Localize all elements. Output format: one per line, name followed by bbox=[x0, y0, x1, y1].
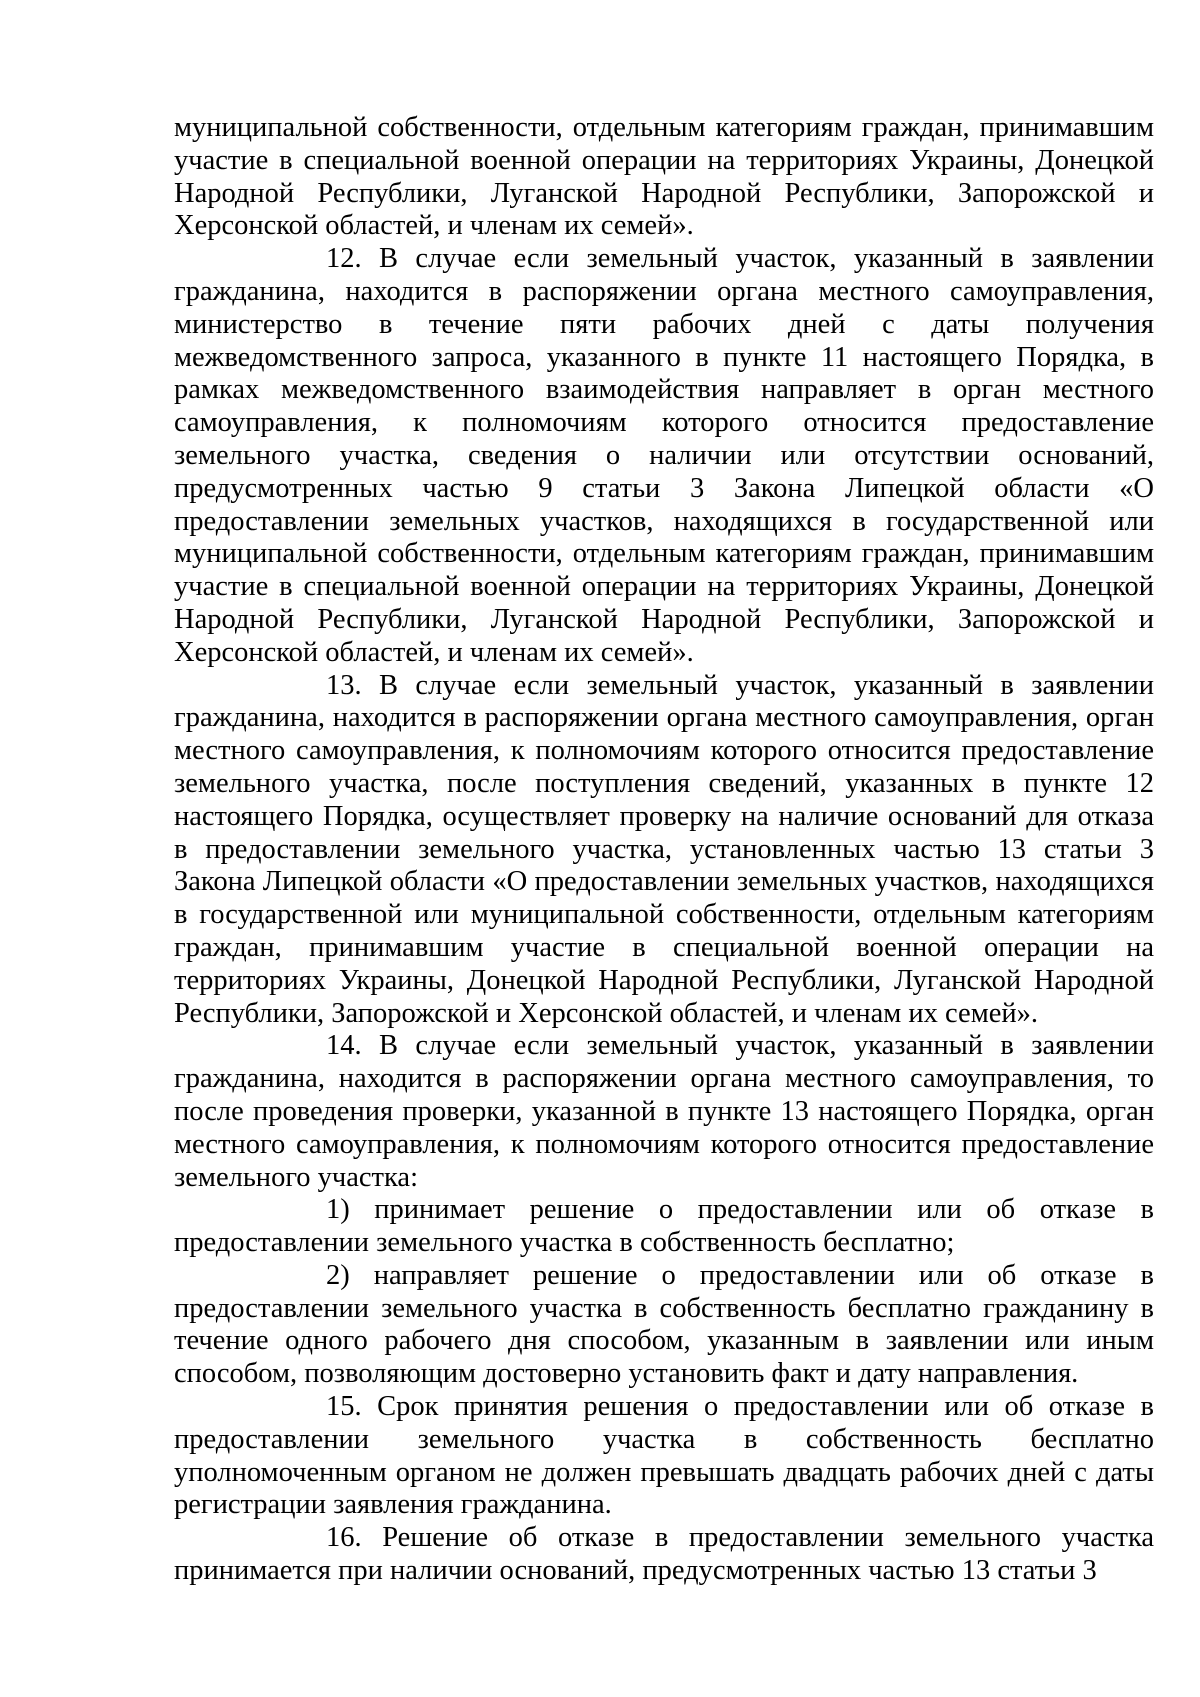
paragraph-number: 16. bbox=[326, 1522, 362, 1554]
paragraph-15 bbox=[174, 1391, 1154, 1522]
subitem-1 bbox=[174, 1194, 1154, 1260]
paragraph-16 bbox=[174, 1522, 1154, 1588]
paragraph-number: 12. bbox=[326, 243, 362, 275]
paragraph-number: 13. bbox=[326, 669, 362, 701]
paragraph-12 bbox=[174, 243, 1154, 669]
paragraph-13 bbox=[174, 670, 1154, 1031]
paragraph-text: Срок принятия решения о предоставлении или об отказе в предоставлении земельного участка в собственность бесплатно уполномоченным органом не должен превышать двадцать рабочих дней с даты регистрации заявления гражданина. bbox=[174, 1391, 1154, 1521]
subitem-number: 1) bbox=[326, 1194, 350, 1226]
subitem-2 bbox=[174, 1260, 1154, 1391]
subitem-number: 2) bbox=[326, 1259, 350, 1291]
paragraph-14 bbox=[174, 1030, 1154, 1194]
paragraph-text: В случае если земельный участок, указанный в заявлении гражданина, находится в распоряжении органа местного самоуправления, орган местного самоуправления, к полномочиям которого относится предоставление земельного участка, после поступления сведений, указанных в пункте 12 настоящего Порядка, осуществляет проверку на наличие оснований для отказа в предоставлении земельного участка, установленных частью 13 статьи 3 Закона Липецкой области «О предоставлении земельных участков, находящихся в государственной или муниципальной собственности, отдельным категориям граждан, принимавшим участие в специальной военной операции на территориях Украины, Донецкой Народной Республики, Луганской Народной Республики, Запорожской и Херсонской областей, и членам их семей». bbox=[174, 669, 1154, 1029]
paragraph-text: В случае если земельный участок, указанный в заявлении гражданина, находится в распоряжении органа местного самоуправления, министерство в течение пяти рабочих дней с даты получения межведомственного запроса, указанного в пункте 11 настоящего Порядка, в рамках межведомственного взаимодействия направляет в орган местного самоуправления, к полномочиям которого относится предоставление земельного участка, сведения о наличии или отсутствии оснований, предусмотренных частью 9 статьи 3 Закона Липецкой области «О предоставлении земельных участков, находящихся в государственной или муниципальной собственности, отдельным категориям граждан, принимавшим участие в специальной военной операции на территориях Украины, Донецкой Народной Республики, Луганской Народной Республики, Запорожской и Херсонской областей, и членам их семей». bbox=[174, 243, 1154, 668]
subitem-text: принимает решение о предоставлении или об отказе в предоставлении земельного участка в собственность бесплатно; bbox=[174, 1194, 1154, 1259]
paragraph-continuation bbox=[174, 112, 1154, 243]
document-body bbox=[174, 112, 1154, 1588]
paragraph-number: 15. bbox=[326, 1391, 362, 1423]
paragraph-text: Решение об отказе в предоставлении земельного участка принимается при наличии оснований, предусмотренных частью 13 статьи 3 bbox=[174, 1522, 1155, 1587]
paragraph-text: муниципальной собственности, отдельным категориям граждан, принимавшим участие в специальной военной операции на территориях Украины, Донецкой Народной Республики, Луганской Народной Республики, Запорожской и Херсонской областей, и членам их семей». bbox=[174, 112, 1154, 242]
paragraph-text: В случае если земельный участок, указанный в заявлении гражданина, находится в распоряжении органа местного самоуправления, то после проведения проверки, указанной в пункте 13 настоящего Порядка, орган местного самоуправления, к полномочиям которого относится предоставление земельного участка: bbox=[174, 1030, 1154, 1193]
subitem-text: направляет решение о предоставлении или об отказе в предоставлении земельного участка в собственность бесплатно гражданину в течение одного рабочего дня способом, указанным в заявлении или иным способом, позволяющим достоверно установить факт и дату направления. bbox=[174, 1259, 1154, 1390]
paragraph-number: 14. bbox=[326, 1030, 362, 1062]
